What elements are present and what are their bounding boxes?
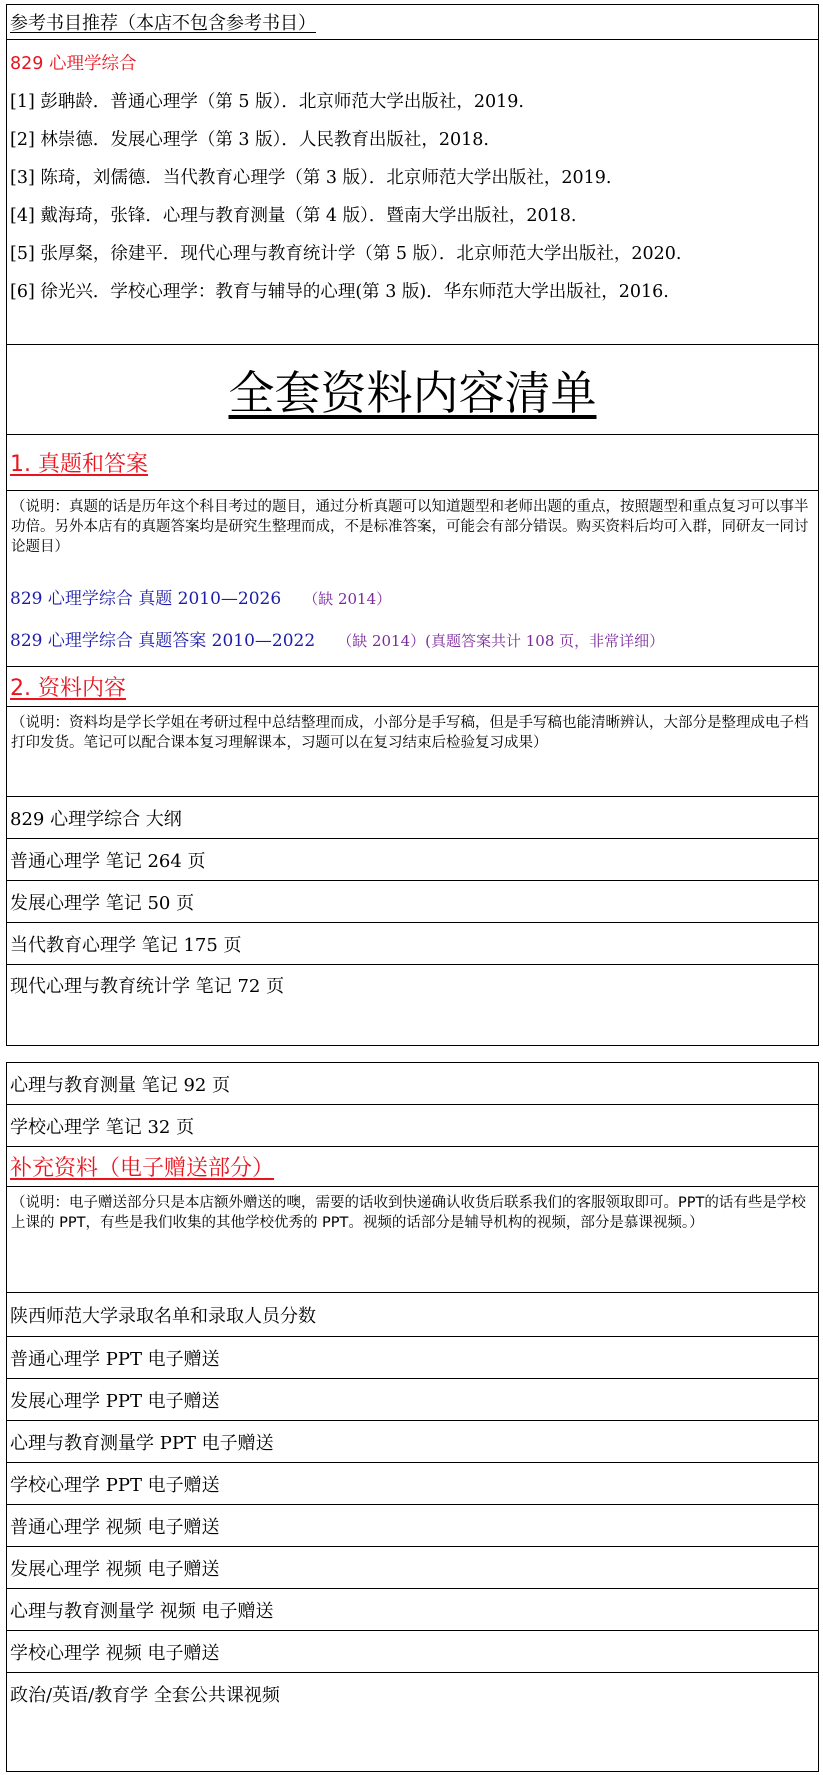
list-item: 普通心理学 PPT 电子赠送 — [7, 1337, 818, 1379]
reference-book-3: [3] 陈琦，刘儒德．当代教育心理学（第 3 版）．北京师范大学出版社，2019. — [10, 168, 612, 188]
document-table-2 — [6, 1062, 819, 1772]
list-item: 陕西师范大学录取名单和录取人员分数 — [7, 1293, 818, 1337]
section3-note: （说明：电子赠送部分只是本店额外赠送的噢，需要的话收到快递确认收货后联系我们的客服领取即可。PPT的话有些是学校上课的 PPT，有些是我们收集的其他学校优秀的 PPT。视频的话部分是辅导机构的视频，部分是慕课视频。） — [11, 1195, 806, 1231]
list-item: 发展心理学 PPT 电子赠送 — [7, 1379, 818, 1421]
reference-book-2: [2] 林崇德．发展心理学（第 3 版）．人民教育出版社，2018. — [10, 130, 489, 150]
list-item: 现代心理与教育统计学 笔记 72 页 — [10, 976, 285, 997]
list-item: 829 心理学综合 大纲 — [7, 797, 818, 839]
references-heading — [7, 5, 818, 39]
section1-item-1-main: 829 心理学综合 真题 2010—2026 — [10, 589, 282, 609]
section2-heading: 2. 资料内容 — [10, 676, 126, 701]
section2-note-row — [7, 707, 818, 797]
section1-item-1 — [7, 577, 818, 621]
list-item: 心理与教育测量 笔记 92 页 — [7, 1063, 818, 1105]
section1-item-2 — [7, 621, 818, 661]
list-item: 发展心理学 视频 电子赠送 — [7, 1547, 818, 1589]
section3-heading-row — [7, 1147, 818, 1187]
list-item: 心理与教育测量学 视频 电子赠送 — [7, 1589, 818, 1631]
references-heading-text: 参考书目推荐（本店不包含参考书目） — [10, 13, 316, 34]
reference-book-4: [4] 戴海琦，张锋．心理与教育测量（第 4 版）．暨南大学出版社，2018. — [10, 206, 577, 226]
section1-note: （说明：真题的话是历年这个科目考过的题目，通过分析真题可以知道题型和老师出题的重点，按照题型和重点复习可以事半功倍。另外本店有的真题答案均是研究生整理而成，不是标准答案，可能会有部分错误。购买资料后均可入群，同研友一同讨论题目） — [11, 499, 809, 555]
section1-item-2-main: 829 心理学综合 真题答案 2010—2022 — [10, 631, 316, 651]
list-item: 发展心理学 笔记 50 页 — [7, 881, 818, 923]
section2-note: （说明：资料均是学长学姐在考研过程中总结整理而成，小部分是手写稿，但是手写稿也能清晰辨认，大部分是整理成电子档打印发货。笔记可以配合课本复习理解课本，习题可以在复习结束后检验复习成果） — [11, 715, 809, 751]
references-list — [7, 40, 818, 345]
main-title: 全套资料内容清单 — [7, 345, 818, 435]
section2-heading-row — [7, 667, 818, 707]
document-table-1 — [6, 4, 819, 1046]
reference-book-5: [5] 张厚粲，徐建平．现代心理与教育统计学（第 5 版）．北京师范大学出版社，2020. — [10, 244, 682, 264]
list-item: 当代教育心理学 笔记 175 页 — [7, 923, 818, 965]
list-item: 普通心理学 笔记 264 页 — [7, 839, 818, 881]
section1-heading: 1. 真题和答案 — [10, 452, 148, 477]
list-item: 学校心理学 笔记 32 页 — [7, 1105, 818, 1147]
section1-item-1-note: （缺 2014） — [303, 590, 392, 608]
reference-book-6: [6] 徐光兴．学校心理学：教育与辅导的心理(第 3 版)．华东师范大学出版社，2016. — [10, 282, 669, 302]
list-item: 普通心理学 视频 电子赠送 — [7, 1505, 818, 1547]
section1-heading-row — [7, 435, 818, 491]
section1-item-2-note: （缺 2014）(真题答案共计 108 页，非常详细） — [337, 632, 665, 650]
list-item: 学校心理学 PPT 电子赠送 — [7, 1463, 818, 1505]
section1-content — [7, 491, 818, 667]
references-block — [7, 5, 818, 40]
list-item: 学校心理学 视频 电子赠送 — [7, 1631, 818, 1673]
references-subject: 829 心理学综合 — [10, 54, 137, 74]
list-item: 心理与教育测量学 PPT 电子赠送 — [7, 1421, 818, 1463]
section3-note-row — [7, 1187, 818, 1293]
reference-book-1: [1] 彭聃龄．普通心理学（第 5 版）．北京师范大学出版社，2019. — [10, 92, 524, 112]
section3-heading: 补充资料（电子赠送部分） — [10, 1156, 275, 1181]
list-item: 政治/英语/教育学 全套公共课视频 — [10, 1685, 280, 1706]
